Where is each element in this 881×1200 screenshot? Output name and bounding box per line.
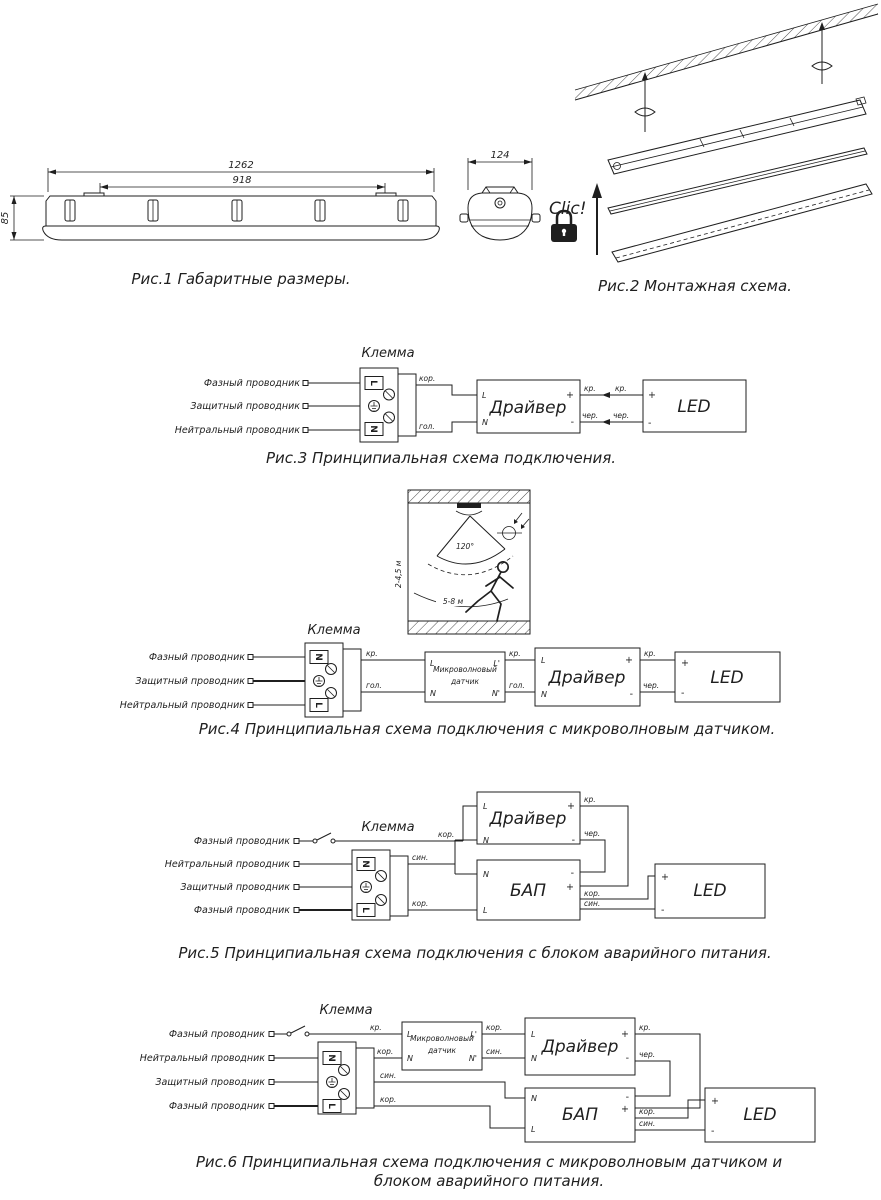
luminaire-cross-section [460,150,540,240]
input-phase2-label: Фазный проводник [168,1101,265,1112]
input-neutral-label: Нейтральный проводник [139,1053,265,1064]
ceiling-hatch [575,4,878,100]
light-icon [497,513,529,540]
driver-n-mark: N [531,1054,537,1063]
switched-phase-lead [169,1023,402,1040]
dim-width-label: 124 [490,150,510,161]
sensor-n-out-mark: N' [468,1054,477,1063]
dim-length-label: 1262 [228,160,254,171]
wire-neutral-label: син. [412,853,429,862]
led-plus-mark: + [711,1096,719,1107]
bap-minus-mark: - [625,1092,629,1103]
driver-l-mark: L [541,656,546,665]
bap-box [525,1088,635,1142]
fig3-caption: Рис.3 Принципиальная схема подключения. [265,449,617,467]
wire-in-l-label: кр. [366,649,378,658]
terminal-block [352,850,408,920]
sensor-l-mark: L [407,1030,412,1039]
wire-neutral-label: гол. [419,422,435,431]
wire-minus-b-label: чер. [613,411,630,420]
dimension-height [0,196,44,240]
wire-drv-plus-label: кр. [584,795,596,804]
terminal-block [360,368,416,442]
driver-minus-mark: - [570,417,574,428]
driver-label: Драйвер [541,1037,619,1057]
fig2-mounting-scheme [549,4,878,295]
beam-angle-label: 120° [456,542,475,551]
input-pe-label: Защитный проводник [155,1077,265,1088]
led-minus-mark: - [648,418,652,429]
led-box [675,652,780,702]
floor-band [408,621,530,634]
sensor-label-line1: Микроволновый [433,665,497,674]
wire-drv-minus-label: чер. [639,1050,656,1059]
fig4-sensor-illustration [394,490,530,634]
driver-minus-mark: - [629,689,633,700]
wire-switched-label: кор. [438,830,455,839]
fig5-wiring-diagram [165,792,772,962]
input-leads [120,652,305,711]
terminal-mark-n: N [360,860,370,868]
led-box [655,864,765,918]
ground-symbol [316,677,323,686]
fig6-wiring-diagram [140,1003,815,1190]
sensor-label-line1: Микроволновый [410,1034,474,1043]
dim-mount-label: 918 [232,175,252,186]
wire-plus-a-label: кр. [584,384,596,393]
led-minus-mark: - [681,688,685,699]
wire-in-n-label: гол. [366,681,382,690]
switched-phase-lead [194,806,477,847]
ground-symbol [363,883,370,892]
wire-mid-n-label: син. [486,1047,503,1056]
input-neutral-label: Нейтральный проводник [164,859,290,870]
fig6-caption-line1: Рис.6 Принципиальная схема подключения с микроволновым датчиком и [195,1153,783,1171]
wire-drv-minus-label: чер. [584,829,601,838]
driver-plus-mark: + [566,390,574,401]
dc-wires [580,384,643,425]
input-pe-label: Защитный проводник [180,882,290,893]
driver-plus-wire [635,1034,700,1108]
sensor-n-mark: N [407,1054,413,1063]
sensor-box [425,652,505,702]
led-box [705,1088,815,1142]
wire-drv-plus-label: кр. [639,1023,651,1032]
driver-l-mark: L [483,802,488,811]
bap-box [477,860,580,920]
sensor-device [457,503,481,508]
wire-line-label: кор. [419,374,436,383]
fig6-caption-line2: блоком аварийного питания. [373,1172,605,1190]
sensor-box [402,1022,482,1070]
bap-minus-mark: - [570,868,574,879]
wire-line-label: кор. [412,899,429,908]
wire-out-n-label: чер. [643,681,660,690]
driver-label: Драйвер [489,398,567,418]
led-label: LED [710,668,744,688]
driver-l-mark: L [531,1030,536,1039]
led-minus-mark: - [661,905,665,916]
ground-symbol [371,402,378,411]
led-minus-mark: - [711,1126,715,1137]
running-person-icon [466,562,513,621]
led-plus-mark: + [648,390,656,401]
driver-plus-mark: + [567,801,575,812]
input-phase-label: Фазный проводник [203,378,300,389]
input-leads [140,1053,318,1112]
driver-box [525,1018,635,1075]
sensor-label-line2: датчик [428,1046,456,1055]
driver-box [535,648,640,706]
bap-label: БАП [509,881,547,901]
led-label: LED [677,397,711,417]
input-phase-label: Фазный проводник [148,652,245,663]
sensor-n-out-mark: N' [491,689,500,698]
detection-beam [428,516,513,575]
wire-bap-line-label: кор. [380,1095,397,1104]
driver-label: Драйвер [489,809,567,829]
wire-bap-minus-label: син. [584,899,601,908]
driver-plus-wire [580,806,628,886]
terminal-mark-n: N [326,1054,336,1062]
terminal-mark-l: L [313,702,323,708]
fig4-caption: Рис.4 Принципиальная схема подключения с микроволновым датчиком. [198,720,776,738]
luminaire-front-view [43,193,440,240]
diffuser-panel-2 [612,184,872,262]
mounting-latches [65,200,408,221]
led-box [643,380,746,432]
sensor-l-out-mark: L' [470,1030,477,1039]
range-label: 5-8 м [442,597,464,606]
input-pe-label: Защитный проводник [190,401,300,412]
fig1-dimensional-drawing [0,150,540,288]
bap-l-mark: L [483,906,488,915]
fig2-caption: Рис.2 Монтажная схема. [598,277,792,295]
driver-minus-wire [580,840,605,872]
input-phase-label: Фазный проводник [168,1029,265,1040]
terminal-mark-l: L [360,907,370,913]
sensor-n-mark: N [430,689,436,698]
terminal-title: Клемма [307,623,361,638]
driver-n-mark: N [482,418,488,427]
driver-box [477,792,580,846]
led-label: LED [693,881,727,901]
input-leads [165,859,352,916]
driver-minus-mark: - [625,1053,629,1064]
driver-plus-mark: + [621,1029,629,1040]
driver-label: Драйвер [548,668,626,688]
sensor-l-mark: L [430,659,435,668]
dim-height-label: 85 [0,211,11,225]
wire-out-p-label: кр. [644,649,656,658]
bap-n-mark: N [531,1094,537,1103]
terminal-mark-l: L [368,380,378,386]
diffuser-panel-1 [608,148,867,214]
input-leads [175,378,360,436]
bap-n-mark: N [483,870,489,879]
ground-symbol [329,1078,336,1087]
terminal-title: Клемма [361,820,415,835]
wire-minus-a-label: чер. [582,411,599,420]
dimension-mount-spacing [100,175,385,193]
terminal-title: Клемма [361,346,415,361]
wire-mid-l-label: кр. [509,649,521,658]
bap-plus-mark: + [621,1104,629,1115]
terminal-mark-l: L [326,1103,336,1109]
wire-bap-neutral-label: син. [380,1071,397,1080]
terminal-mark-n: N [313,653,323,661]
input-phase2-label: Фазный проводник [193,905,290,916]
wire-switched-label: кр. [370,1023,382,1032]
driver-n-mark: N [483,836,489,845]
wire-sensor-n-label: кор. [377,1047,394,1056]
wire-mid-n-label: гол. [509,681,525,690]
fig3-wiring-diagram [175,346,746,467]
bap-l-mark: L [531,1125,536,1134]
fig1-caption: Рис.1 Габаритные размеры. [131,270,351,288]
mount-height-label: 2-4,5 м [394,560,403,588]
driver-minus-mark: - [571,835,575,846]
ceiling-band [408,490,530,503]
input-neutral-label: Нейтральный проводник [119,700,245,711]
led-plus-mark: + [661,872,669,883]
terminal-block [305,643,361,717]
sensor-label-line2: датчик [451,677,479,686]
wire-out-minus-label: син. [639,1119,656,1128]
input-pe-label: Защитный проводник [135,676,245,687]
input-neutral-label: Нейтральный проводник [174,425,300,436]
fig4-wiring-diagram [120,623,780,738]
wire-bap-plus-label: кор. [584,889,601,898]
wire-out-plus-label: кор. [639,1107,656,1116]
fig5-caption: Рис.5 Принципиальная схема подключения с блоком аварийного питания. [178,944,772,962]
terminal-block [318,1042,374,1114]
sensor-l-out-mark: L' [493,659,500,668]
input-phase-label: Фазный проводник [193,836,290,847]
bap-neutral-wire [374,1082,525,1098]
driver-plus-mark: + [625,655,633,666]
bap-label: БАП [561,1105,599,1125]
driver-n-mark: N [541,690,547,699]
assembly-arrow-icon [592,183,602,255]
driver-l-mark: L [482,391,487,400]
bap-line-wire [374,1106,525,1128]
led-plus-mark: + [681,658,689,669]
terminal-mark-n: N [368,425,378,433]
driver-minus-wire [635,1061,670,1096]
wire-mid-l-label: кор. [486,1023,503,1032]
bap-plus-mark: + [566,882,574,893]
driver-box [477,380,580,433]
wire-plus-b-label: кр. [615,384,627,393]
clic-label: Clic! [549,199,587,219]
terminal-title: Клемма [319,1003,373,1018]
led-label: LED [743,1105,777,1125]
